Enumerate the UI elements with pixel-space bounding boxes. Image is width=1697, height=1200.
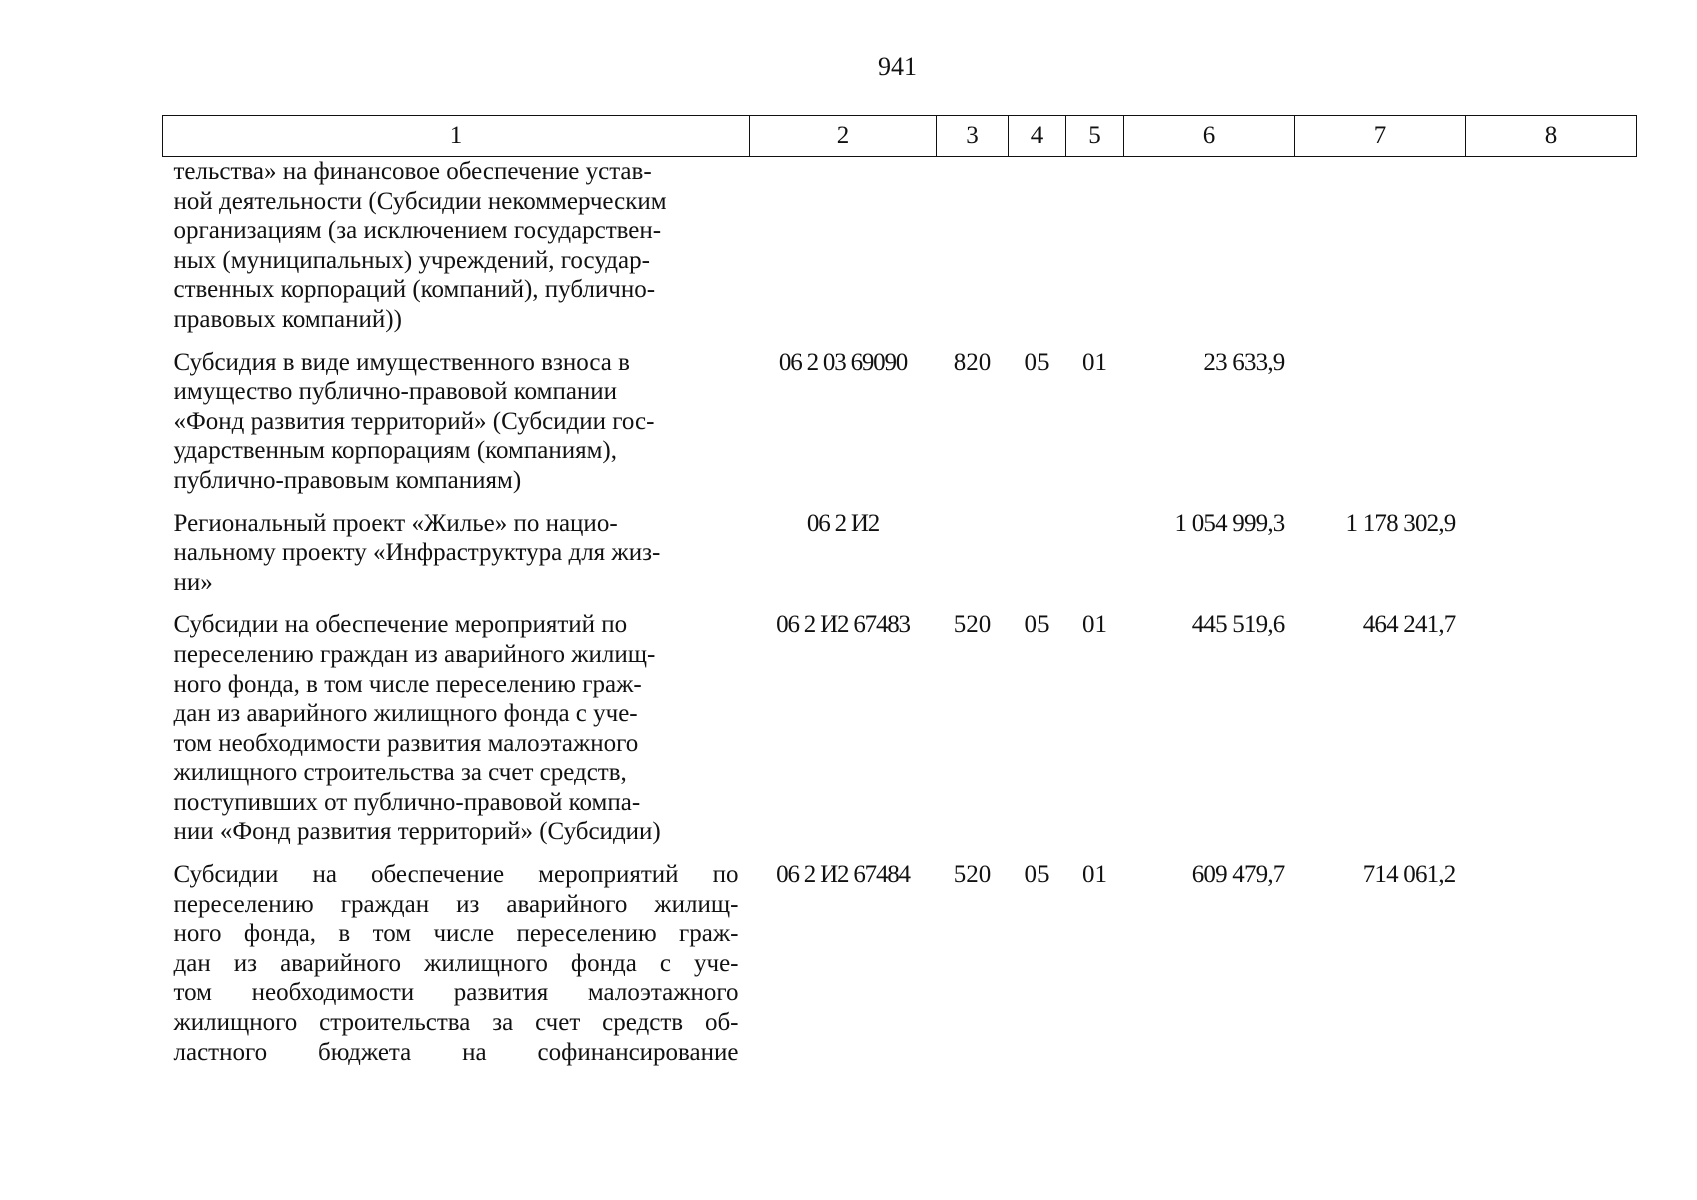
budget-table [162,115,1637,1080]
row-col-3 [937,509,1009,611]
row-col-6 [1124,157,1295,348]
row-name-cell [163,610,750,860]
row-name-line: имущество публично-правовой компании [173,378,618,406]
table-row [163,348,1637,509]
row-col-5: 01 [1082,861,1107,889]
row-name-line: ной деятельности (Субсидии некоммерческим [173,187,667,215]
row-col-7 [1295,348,1466,509]
row-col-7: 1 178 302,9 [1345,509,1456,537]
row-code: 06 2 И2 [806,509,880,537]
row-col-5: 01 [1082,611,1107,639]
row-col-4 [1009,509,1066,611]
header-col-4: 4 [1009,116,1066,157]
header-col-5: 5 [1066,116,1124,157]
header-col-2: 2 [750,116,937,157]
row-name-line: том необходимости развития малоэтажного [173,729,639,757]
row-code [750,157,937,348]
header-row [163,116,1637,157]
row-name-line: ных (муниципальных) учреждений, государ- [173,246,650,274]
row-name-cell [163,860,750,1080]
header-col-1: 1 [163,116,750,157]
page-number: 941 [878,52,917,81]
header-col-3: 3 [937,116,1009,157]
row-col-5: 01 [1082,348,1107,376]
row-col-4: 05 [1024,348,1050,376]
row-col-4: 05 [1024,611,1050,639]
row-name-line: жилищного строительства за счет средств об- [173,1009,739,1037]
row-col-8 [1466,348,1637,509]
table-row [163,157,1637,348]
header-col-6: 6 [1124,116,1295,157]
row-col-7: 714 061,2 [1362,861,1456,889]
row-col-7 [1295,157,1466,348]
row-name-cell [163,157,750,348]
row-name-line: нии «Фонд развития территорий» (Субсидии) [173,818,661,846]
row-col-3: 820 [953,348,992,376]
row-name-line: правовых компаний)) [173,305,402,333]
row-col-6: 1 054 999,3 [1174,509,1285,537]
row-name-line: Субсидии на обеспечение мероприятий по [173,611,628,639]
row-col-3 [937,157,1009,348]
row-name-line: публично-правовым компаниям) [173,466,522,494]
table-row [163,860,1637,1080]
row-col-3: 520 [953,861,992,889]
row-col-8 [1466,610,1637,860]
row-name-line: жилищного строительства за счет средств, [173,759,627,787]
row-col-4: 05 [1024,861,1050,889]
row-col-8 [1466,860,1637,1080]
table-row [163,610,1637,860]
row-name-line: переселению граждан из аварийного жилищ- [173,890,739,918]
row-col-6: 445 519,6 [1191,611,1285,639]
row-name-line: тельства» на финансовое обеспечение устав- [173,158,652,185]
row-name-line: дан из аварийного жилищного фонда с уче- [173,949,739,977]
row-name-line: Субсидии на обеспечение мероприятий по [173,861,739,889]
row-name-line: ного фонда, в том числе переселению граж- [173,920,739,948]
row-name-line: ственных корпораций (компаний), публично- [173,276,656,304]
row-name-line: том необходимости развития малоэтажного [173,979,739,1007]
row-name-line: переселению граждан из аварийного жилищ- [173,640,656,668]
row-name-line: ного фонда, в том числе переселению граж- [173,670,642,698]
row-col-6: 23 633,9 [1203,348,1285,376]
row-name-cell [163,348,750,509]
row-col-4 [1009,157,1066,348]
row-name-line: «Фонд развития территорий» (Субсидии гос- [173,407,655,435]
row-col-5 [1066,157,1124,348]
row-code: 06 2 И2 67483 [776,611,910,639]
row-name-line: Региональный проект «Жилье» по нацио- [173,509,618,537]
row-name-line: ударственным корпорациям (компаниям), [173,437,617,465]
row-name-line: нальному проекту «Инфраструктура для жиз- [173,539,661,567]
row-col-7: 464 241,7 [1362,611,1456,639]
row-code: 06 2 03 69090 [778,348,908,376]
header-col-7: 7 [1295,116,1466,157]
row-col-6: 609 479,7 [1191,861,1285,889]
row-name-line: поступивших от публично-правовой компа- [173,788,641,816]
row-name-line: ни» [173,568,213,596]
row-name-line: Субсидия в виде имущественного взноса в [173,348,630,376]
row-name-cell [163,509,750,611]
header-col-8: 8 [1466,116,1637,157]
row-col-8 [1466,157,1637,348]
row-name-line: дан из аварийного жилищного фонда с уче- [173,700,638,728]
row-col-8 [1466,509,1637,611]
row-code: 06 2 И2 67484 [776,861,910,889]
row-name-line: организациям (за исключением государствен- [173,217,662,245]
row-col-5 [1066,509,1124,611]
row-name-line: ластного бюджета на софинансирование [173,1038,739,1066]
row-col-3: 520 [953,611,992,639]
table-row [163,509,1637,611]
